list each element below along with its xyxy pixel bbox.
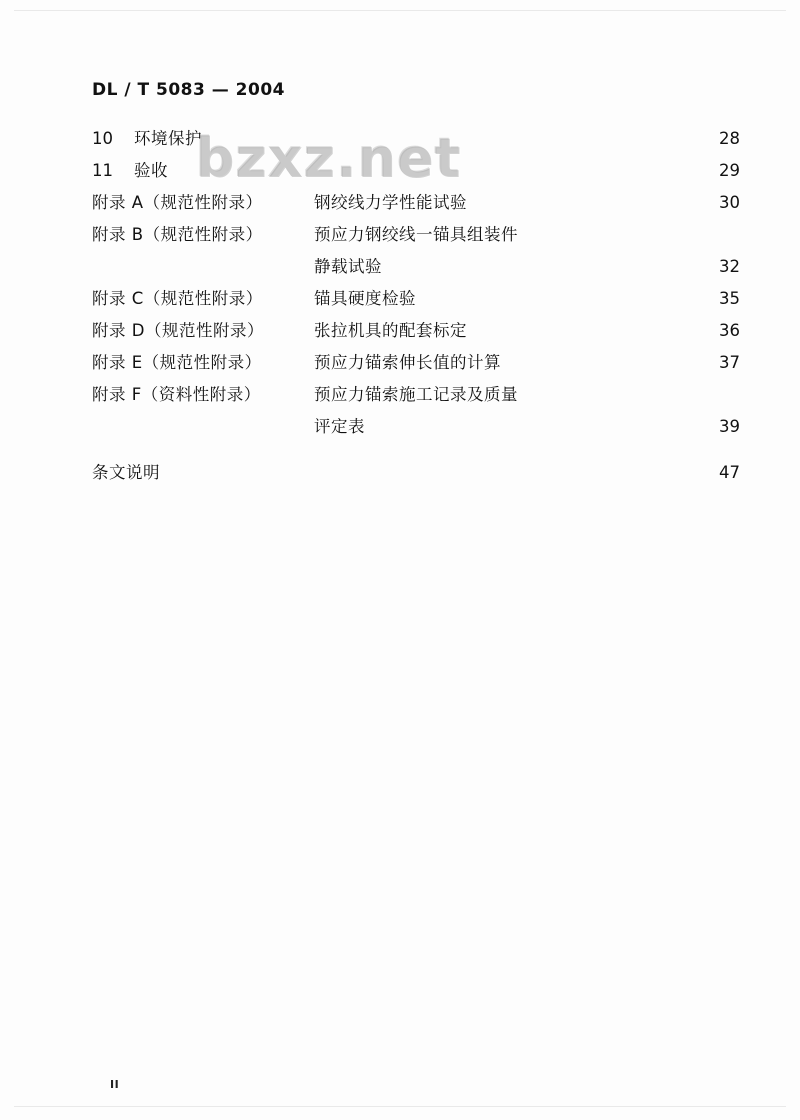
toc-entry[interactable] (92, 317, 740, 349)
toc-entry-title: 钢绞线力学性能试验 (314, 193, 467, 212)
toc-leader-dots (426, 299, 698, 300)
toc-entry-label: 附录 D（规范性附录） (92, 321, 264, 340)
toc-entry-label: 附录 E（规范性附录） (92, 353, 262, 372)
toc-entry-title: 锚具硬度检验 (314, 289, 416, 308)
toc-entry[interactable] (92, 221, 740, 253)
toc-entry[interactable] (92, 349, 740, 381)
toc-entry[interactable] (92, 189, 740, 221)
toc-entry-page: 39 (719, 417, 740, 436)
toc-entry-label: 条文说明 (92, 463, 160, 482)
toc-entry[interactable] (92, 381, 740, 413)
toc-entry-page: 30 (719, 193, 740, 212)
toc-leader-dots (511, 363, 698, 364)
toc-entry[interactable] (92, 285, 740, 317)
page-top-rule (14, 10, 786, 11)
toc-entry-title: 张拉机具的配套标定 (314, 321, 467, 340)
toc-entry-title: 环境保护 (134, 129, 202, 148)
toc-leader-dots (212, 139, 698, 140)
toc-entry-page: 47 (719, 463, 740, 482)
toc-entry-page: 35 (719, 289, 740, 308)
toc-entry-number: 10 (92, 129, 113, 148)
toc-entry-page: 28 (719, 129, 740, 148)
toc-entry-page: 29 (719, 161, 740, 180)
toc-entry-continuation[interactable] (92, 413, 740, 445)
toc-leader-dots (375, 427, 698, 428)
standard-number-header: DL / T 5083 — 2004 (92, 80, 285, 100)
toc-entry[interactable] (92, 125, 740, 157)
toc-entry-title: 验收 (134, 161, 168, 180)
toc-entry-label: 附录 C（规范性附录） (92, 289, 263, 308)
toc-entry-page: 32 (719, 257, 740, 276)
toc-entry-page: 36 (719, 321, 740, 340)
toc-leader-dots (170, 473, 698, 474)
toc-entry[interactable] (92, 459, 740, 491)
toc-entry-title: 评定表 (314, 417, 365, 436)
toc-entry-label: 附录 B（规范性附录） (92, 225, 263, 244)
page-bottom-rule (14, 1106, 786, 1107)
page-number-footer: II (110, 1078, 120, 1091)
toc-entry-title: 预应力锚索施工记录及质量 (314, 385, 518, 404)
toc-entry-title: 静载试验 (314, 257, 382, 276)
toc-entry-continuation[interactable] (92, 253, 740, 285)
toc-entry-label: 附录 A（规范性附录） (92, 193, 263, 212)
toc-leader-dots (477, 331, 698, 332)
watermark-text: bzxz.net (196, 127, 462, 190)
toc-entry-number: 11 (92, 161, 113, 180)
toc-entry-label: 附录 F（资料性附录） (92, 385, 261, 404)
toc-leader-dots (392, 267, 698, 268)
toc-leader-dots (178, 171, 698, 172)
toc-entry-title: 预应力钢绞线一锚具组装件 (314, 225, 518, 244)
toc-entry[interactable] (92, 157, 740, 189)
toc-entry-title: 预应力锚索伸长值的计算 (314, 353, 501, 372)
toc-leader-dots (477, 203, 698, 204)
table-of-contents (92, 125, 740, 491)
toc-entry-page: 37 (719, 353, 740, 372)
